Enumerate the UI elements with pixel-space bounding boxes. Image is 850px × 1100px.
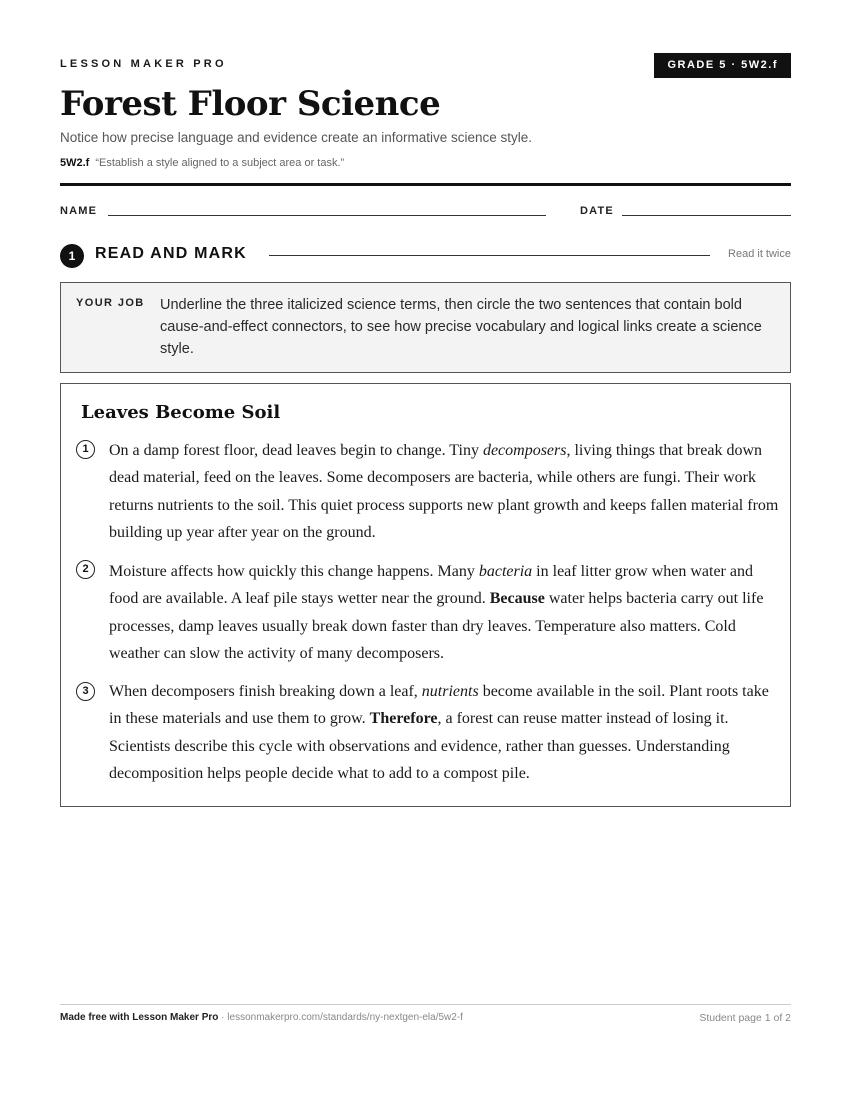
paragraph-text: in leaf litter grow when water and food are available. A leaf pile stays wetter near the ground. (109, 563, 753, 608)
header-divider (60, 183, 791, 186)
paragraph-text: , a forest can reuse matter instead of losing it. Scientists describe this cycle with observations and evidence, rather than guesses. Understanding decomposition helps people decide what to add to a compost pile. (109, 710, 730, 782)
paragraph-text: When decomposers finish breaking down a leaf, (109, 683, 422, 700)
paragraph-text: become available in the soil. Plant roots take in these materials and use them to grow. (109, 683, 769, 728)
section-note: Read it twice (728, 248, 791, 260)
date-label: DATE (580, 205, 614, 217)
paragraph-text: water helps bacteria carry out life processes, damp leaves usually break down faster than dry leaves. Temperature also matters. Cold weather can slow the activity of many decomposers. (109, 590, 764, 662)
page-title: Forest Floor Science (60, 84, 441, 124)
instructions-box (60, 282, 791, 373)
paragraph-text: , living things that break down dead material, feed on the leaves. Some decomposers are bacteria, while others are fungi. Their work returns nutrients to the soil. This quiet process supports new plant growth and keeps fallen material from building up year after year on the ground. (109, 442, 779, 541)
paragraph-number: 1 (76, 440, 95, 459)
paragraph-text: Moisture affects how quickly this change happens. Many (109, 563, 479, 580)
passage-title: Leaves Become Soil (81, 402, 281, 423)
cause-effect-connector[interactable]: Therefore (369, 710, 438, 728)
section-number-badge: 1 (60, 244, 84, 268)
brand-name: LESSON MAKER PRO (60, 58, 227, 70)
science-term[interactable]: decomposers (482, 442, 567, 459)
paragraph-number: 3 (76, 682, 95, 701)
grade-badge: GRADE 5 · 5W2.f (654, 53, 791, 78)
instructions-text: Underline the three italicized science terms, then circle the two sentences that contain bold cause-and-effect connectors, to see how precise vocabulary and logical links create a science style. (160, 297, 762, 357)
footer-made-by: Made free with Lesson Maker Pro (60, 1012, 219, 1023)
standard-line (60, 157, 344, 169)
paragraph-number: 2 (76, 560, 95, 579)
footer-separator: · (218, 1012, 228, 1023)
science-term[interactable]: bacteria (478, 563, 533, 580)
standard-text: “Establish a style aligned to a subject area or task.” (95, 157, 345, 169)
paragraph-text: On a damp forest floor, dead leaves begin to change. Tiny (109, 442, 483, 459)
date-field[interactable] (622, 215, 791, 216)
name-field[interactable] (108, 215, 546, 216)
reading-passage (60, 383, 791, 807)
passage-paragraph[interactable] (109, 437, 779, 546)
footer-credit (60, 1012, 463, 1023)
section-divider (269, 255, 710, 256)
standard-code: 5W2.f (60, 157, 90, 169)
page-subtitle: Notice how precise language and evidence create an informative science style. (60, 130, 533, 145)
section-title: READ AND MARK (95, 245, 247, 262)
instructions-label: YOUR JOB (76, 297, 145, 309)
cause-effect-connector[interactable]: Because (489, 590, 545, 608)
worksheet-page (60, 0, 791, 1100)
passage-paragraph[interactable] (109, 558, 779, 667)
footer-url[interactable]: lessonmakerpro.com/standards/ny-nextgen-ela/5w2-f (227, 1012, 463, 1023)
name-label: NAME (60, 205, 98, 217)
science-term[interactable]: nutrients (421, 683, 479, 700)
footer-divider (60, 1004, 791, 1005)
passage-paragraph[interactable] (109, 678, 779, 787)
page-indicator: Student page 1 of 2 (699, 1012, 791, 1024)
